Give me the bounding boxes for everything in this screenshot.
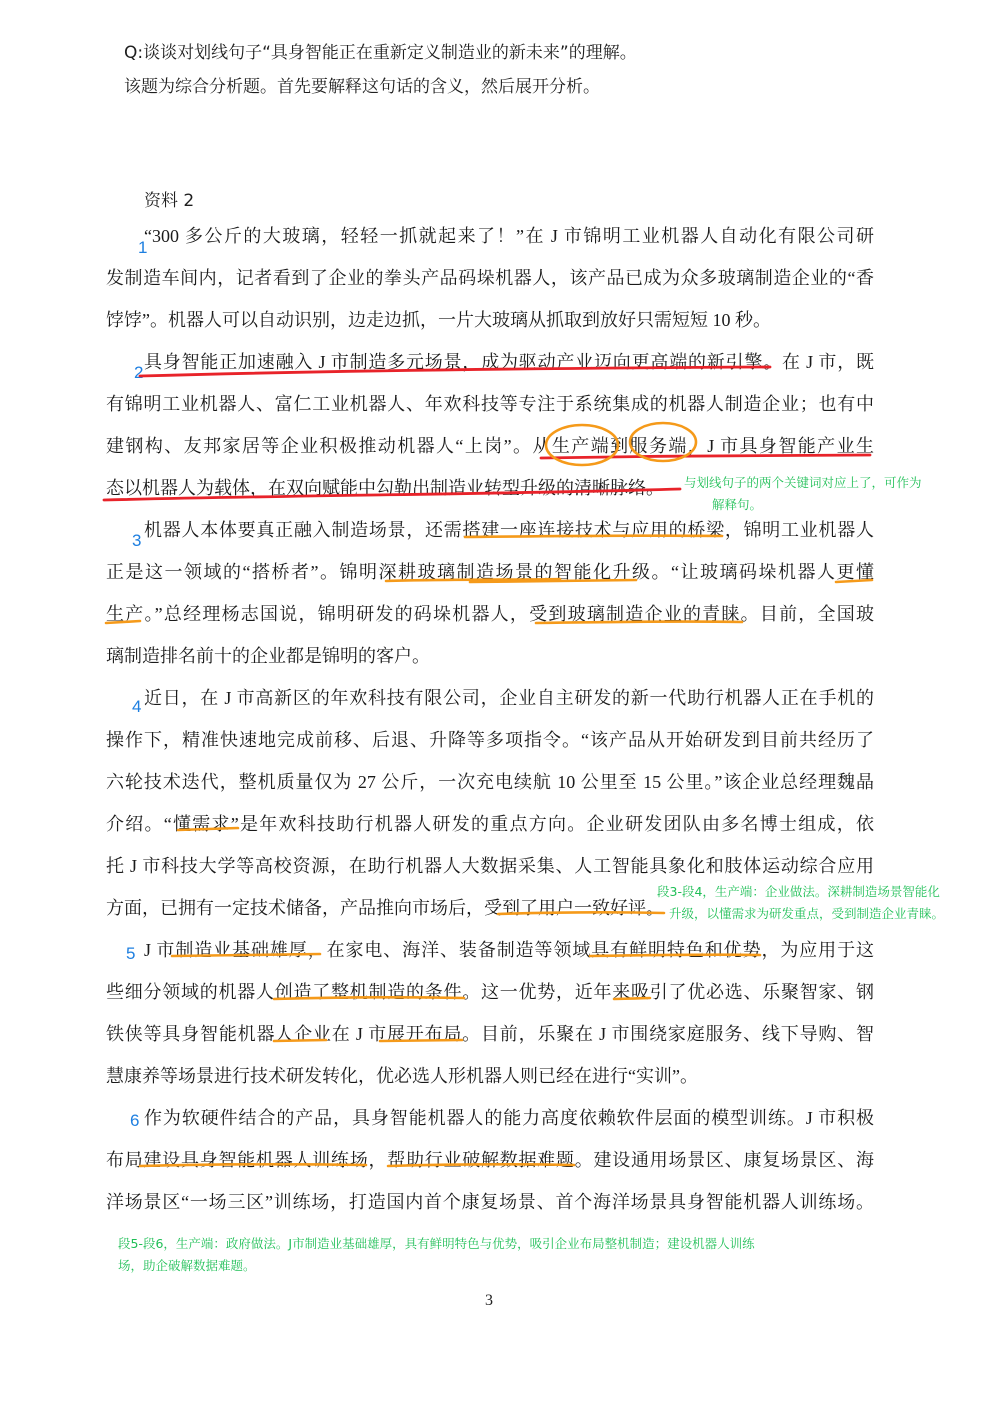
question-line-2: 该题为综合分析题。首先要解释这句话的含义，然后展开分析。 xyxy=(124,77,600,97)
paragraph-number: 2 xyxy=(134,363,144,382)
text-line: 发制造车间内，记者看到了企业的拳头产品码垛机器人，该产品已成为众多玻璃制造企业的“香 xyxy=(106,268,874,288)
text-line: 近日，在 J 市高新区的年欢科技有限公司，企业自主研发的新一代助行机器人正在手机的 xyxy=(144,688,874,708)
text-line: 铁侠等具身智能机器人企业在 J 市展开布局。目前，乐聚在 J 市围绕家庭服务、线下导购、智 xyxy=(106,1024,874,1044)
question-line-1: Q:谈谈对划线句子“具身智能正在重新定义制造业的新未来”的理解。 xyxy=(124,43,637,63)
text-line: 托 J 市科技大学等高校资源，在助行机器人大数据采集、人工智能具象化和肢体运动综合应用 xyxy=(106,856,874,876)
annotation-note-3: 段5-段6，生产端：政府做法。J市制造业基础雄厚，具有鲜明特色与优势，吸引企业布局整机制造；建设机器人训练 场，助企破解数据难题。 xyxy=(118,1236,755,1273)
text-line: 建钢构、友邦家居等企业积极推动机器人“上岗”。从生产端到服务端，J 市具身智能产业生 xyxy=(106,436,874,456)
text-line: J 市制造业基础雄厚，在家电、海洋、装备制造等领域具有鲜明特色和优势，为应用于这 xyxy=(144,940,874,960)
text-line: 机器人本体要真正融入制造场景，还需搭建一座连接技术与应用的桥梁，锦明工业机器人 xyxy=(144,520,874,540)
annotation-note-1: 与划线句子的两个关键词对应上了，可作为 解释句。 xyxy=(684,475,922,512)
text-line: “300 多公斤的大玻璃，轻轻一抓就起来了！”在 J 市锦明工业机器人自动化有限公司研 xyxy=(144,226,874,246)
text-line: 方面，已拥有一定技术储备，产品推向市场后，受到了用户一致好评。 xyxy=(106,898,664,918)
text-line: 慧康养等场景进行技术研发转化，优必选人形机器人则已经在进行“实训”。 xyxy=(106,1066,698,1086)
text-line: 生产。”总经理杨志国说，锦明研发的码垛机器人，受到玻璃制造企业的青睐。目前，全国玻 xyxy=(106,604,874,624)
text-line: 璃制造排名前十的企业都是锦明的客户。 xyxy=(106,646,430,666)
text-line: 有锦明工业机器人、富仁工业机器人、年欢科技等专注于系统集成的机器人制造企业；也有中 xyxy=(106,394,874,414)
text-line: 正是这一领域的“搭桥者”。锦明深耕玻璃制造场景的智能化升级。“让玻璃码垛机器人更懂 xyxy=(106,562,874,582)
paragraph-number: 4 xyxy=(132,697,142,716)
paragraph-number: 6 xyxy=(130,1111,140,1130)
text-line: 布局建设具身智能机器人训练场，帮助行业破解数据难题。建设通用场景区、康复场景区、海 xyxy=(106,1150,874,1170)
text-line: 具身智能正加速融入 J 市制造多元场景，成为驱动产业迈向更高端的新引擎。在 J 市，既 xyxy=(144,352,874,372)
text-line: 些细分领域的机器人创造了整机制造的条件。这一优势，近年来吸引了优必选、乐聚智家、钢 xyxy=(106,982,874,1002)
text-line: 饽饽”。机器人可以自动识别，边走边抓，一片大玻璃从抓取到放好只需短短 10 秒。 xyxy=(106,310,771,330)
paragraph-number: 3 xyxy=(132,531,142,550)
text-line: 介绍。“懂需求”是年欢科技助行机器人研发的重点方向。企业研发团队由多名博士组成，依 xyxy=(106,814,874,834)
text-line: 洋场景区“一场三区”训练场，打造国内首个康复场景、首个海洋场景具身智能机器人训练场。 xyxy=(106,1192,874,1212)
text-line: 操作下，精准快速地完成前移、后退、升降等多项指令。“该产品从开始研发到目前共经历了 xyxy=(106,730,874,750)
text-line: 六轮技术迭代，整机质量仅为 27 公斤，一次充电续航 10 公里至 15 公里。”该企业总经理魏晶 xyxy=(106,772,874,792)
page-number: 3 xyxy=(485,1292,493,1309)
paragraph-number: 1 xyxy=(138,238,148,257)
text-line: 态以机器人为载体，在双向赋能中勾勒出制造业转型升级的清晰脉络。 xyxy=(106,478,664,498)
annotation-note-2: 段3-段4，生产端：企业做法。深耕制造场景智能化 升级，以懂需求为研发重点，受到制造企业青睐。 xyxy=(657,884,945,921)
section-title: 资料 2 xyxy=(144,191,195,211)
text-line: 作为软硬件结合的产品，具身智能机器人的能力高度依赖软件层面的模型训练。J 市积极 xyxy=(144,1108,874,1128)
paragraph-number: 5 xyxy=(126,944,136,963)
